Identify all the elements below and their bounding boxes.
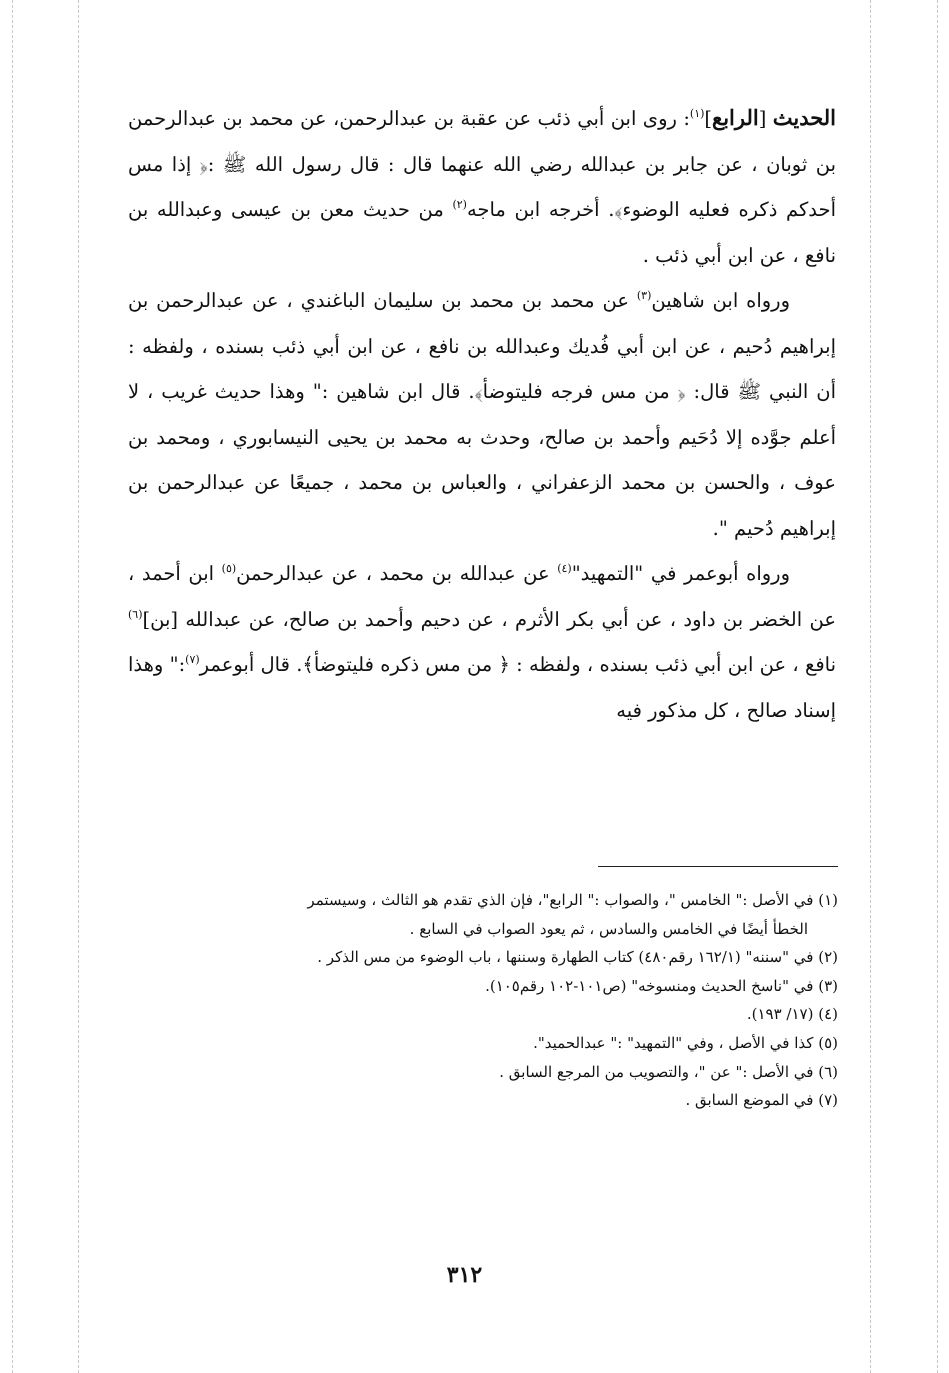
paragraph-text: ابن أحمد ، عن الخضر بن داود ، عن أبي بكر الأثرم ، عن دحيم وأحمد بن صالح، عن عبدالله [بن] <box>128 562 836 631</box>
paragraph-text: عن عبدالله بن محمد ، عن عبدالرحمن <box>236 562 558 585</box>
footnote-text: في الأصل :" عن "، والتصويب من المرجع السابق . <box>499 1062 814 1081</box>
footnote-text: كذا في الأصل ، وفي "التمهيد" :" عبدالحميد". <box>533 1033 814 1052</box>
footnote-text: في "ناسخ الحديث ومنسوخه" (ص١٠١-١٠٢ رقم١٠٥). <box>485 976 814 995</box>
footnote-number: (٦) <box>818 1062 838 1081</box>
footnotes-list <box>128 886 838 1115</box>
footnote-number: (٧) <box>818 1091 838 1110</box>
footnote-item <box>128 886 838 915</box>
footnote-item <box>128 1029 838 1058</box>
footnote-marker[interactable]: (٦) <box>128 607 143 621</box>
paragraph-text: نافع ، عن ابن أبي ذئب بسنده ، ولفظه : ﴿ من مس ذكره فليتوضأ﴾. قال أبوعمر <box>199 653 837 676</box>
footnote-marker[interactable]: (٤) <box>557 561 572 575</box>
page-number: ٣١٢ <box>446 1262 483 1288</box>
margin-guide-line <box>937 0 938 1373</box>
footnote-marker[interactable]: (٢) <box>452 197 467 211</box>
paragraph-text: : روى ابن أبي ذئب عن عقبة بن عبدالرحمن، عن محمد بن عبدالرحمن بن ثوبان ، عن جابر بن عبدالله رضي الله عنهما قال : قال رسول الله ﷺ :﴿ إذا مس أحدكم ذكره فعليه الوضوء﴾. أخرجه ابن ماجه <box>128 107 836 221</box>
main-text-body <box>128 95 836 733</box>
paragraph-text: عن محمد بن محمد بن سليمان الباغندي ، عن عبدالرحمن بن إبراهيم دُحيم ، عن ابن أبي فُديك وعبدالله بن نافع ، عن ابن أبي ذئب بسنده ، ولفظه : أن النبي ﷺ قال: ﴿ من مس فرجه فليتوضأ﴾. قال ابن شاهين :" وهذا حديث غريب ، لا أعلم جوَّده إلا دُحَيم وأحمد بن صالح، وحدث به محمد بن يحيى النيسابوري ، ومحمد بن عوف ، والحسن بن محمد الزعفراني ، والعباس بن محمد ، جميعًا عن عبدالرحمن بن إبراهيم دُحيم ". <box>128 289 836 540</box>
paragraph-text: من حديث معن بن عيسى وعبدالله بن نافع ، عن ابن أبي ذئب . <box>128 198 836 267</box>
footnote-item <box>128 943 838 972</box>
footnote-text: في الموضع السابق . <box>685 1091 814 1110</box>
footnote-item <box>128 1000 838 1029</box>
footnote-text: (١٧/ ١٩٣). <box>746 1005 814 1024</box>
footnote-item <box>128 1086 838 1115</box>
paragraph-hadith-fourth: الحديث [الرابع]$^{(١)}$: روى ابن أبي ذئب عن عقبة بن عبدالرحمن، عن محمد بن عبدالرحمن بن ثوبان ، عن جابر بن عبدالله رضي الله عنهما قال : قال رسول الله ﷺ :﴿ إذا مس أحدكم ذكره فعليه الوضوء﴾. أخرجه ابن ماجه$^{(٢)}$ من حديث معن بن عيسى وعبدالله بن نافع ، عن ابن أبي ذئب . <box>128 105 837 267</box>
margin-guide-line <box>870 0 871 1373</box>
margin-guide-line <box>78 0 79 1373</box>
footnote-marker[interactable]: (٥) <box>221 561 237 575</box>
footnote-marker[interactable]: (٣) <box>636 288 652 302</box>
paragraph-text: :" وهذا إسناد صالح ، كل مذكور فيه <box>128 653 836 722</box>
paragraph-ibn-shahin <box>128 278 836 551</box>
footnote-item <box>128 1058 838 1087</box>
paragraph-abu-umar <box>128 551 836 733</box>
footnote-item <box>128 972 838 1001</box>
section-heading: الحديث <box>772 105 837 130</box>
paragraph-text: ورواه أبوعمر في "التمهيد" <box>571 562 790 585</box>
footnote-continuation: الخطأ أيضًا في الخامس والسادس ، ثم يعود الصواب في السابع . <box>409 919 808 938</box>
footnote-separator <box>598 866 838 867</box>
footnote-number: (٤) <box>818 1005 838 1024</box>
footnote-number: (٥) <box>818 1033 838 1052</box>
footnote-number: (٣) <box>818 976 838 995</box>
section-heading-bracket-word: الرابع <box>712 105 759 130</box>
footnote-text: في "سننه" (١٦٢/١ رقم٤٨٠) كتاب الطهارة وسننها ، باب الوضوء من مس الذكر . <box>317 948 814 967</box>
footnote-text: في الأصل :" الخامس "، والصواب :" الرابع"، فإن الذي تقدم هو الثالث ، وسيستمر <box>307 891 814 909</box>
paragraph-text: ورواه ابن شاهين <box>651 289 791 312</box>
footnote-marker[interactable]: (٧) <box>185 652 200 666</box>
footnote-number: (١) <box>818 891 838 909</box>
margin-guide-line <box>12 0 13 1373</box>
footnote-number: (٢) <box>818 948 838 967</box>
footnote-marker[interactable]: (١) <box>689 106 705 120</box>
